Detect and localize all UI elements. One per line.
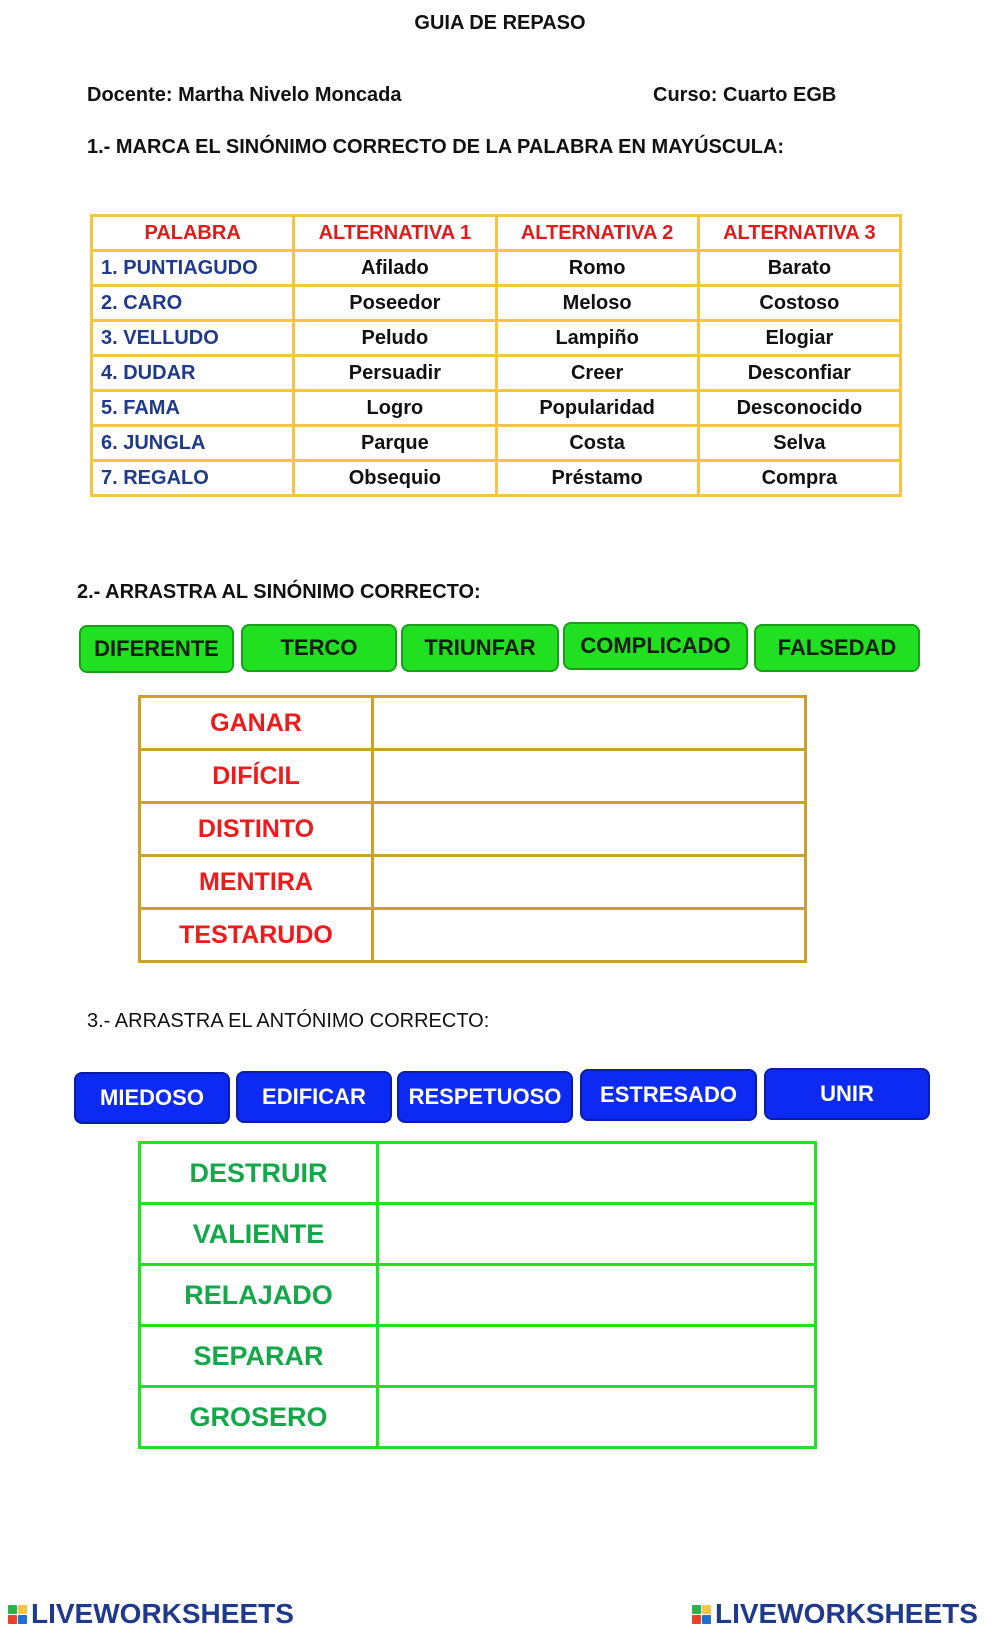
drop-slot[interactable]: [378, 1387, 816, 1448]
table-header-row: [92, 216, 901, 251]
alternative-option[interactable]: Afilado: [294, 251, 496, 286]
liveworksheets-logo-right: [692, 1598, 978, 1630]
alternative-option[interactable]: Desconocido: [698, 391, 900, 426]
alternative-option[interactable]: Costoso: [698, 286, 900, 321]
teacher-name: Docente: Martha Nivelo Moncada: [87, 84, 402, 106]
target-word: TESTARUDO: [140, 909, 373, 962]
drag-chip-unir[interactable]: UNIR: [764, 1068, 930, 1120]
drop-slot[interactable]: [373, 909, 806, 962]
alternative-option[interactable]: Parque: [294, 426, 496, 461]
alternative-option[interactable]: Popularidad: [496, 391, 698, 426]
drop-slot[interactable]: [378, 1265, 816, 1326]
alternative-option[interactable]: Persuadir: [294, 356, 496, 391]
target-word: VALIENTE: [140, 1204, 378, 1265]
drag-chip-respetuoso[interactable]: RESPETUOSO: [397, 1071, 573, 1123]
drag-chip-triunfar[interactable]: TRIUNFAR: [401, 624, 559, 672]
table-row: [92, 356, 901, 391]
drop-slot[interactable]: [378, 1204, 816, 1265]
table-row: [140, 909, 806, 962]
table-row: [140, 1326, 816, 1387]
table-row: [140, 697, 806, 750]
drag-chip-estresado[interactable]: ESTRESADO: [580, 1069, 757, 1121]
header-palabra: PALABRA: [92, 216, 294, 251]
target-word: DESTRUIR: [140, 1143, 378, 1204]
section1-instruction: 1.- MARCA EL SINÓNIMO CORRECTO DE LA PALABRA EN MAYÚSCULA:: [87, 136, 785, 158]
table-row: [92, 251, 901, 286]
alternative-option[interactable]: Meloso: [496, 286, 698, 321]
drop-slot[interactable]: [373, 856, 806, 909]
logo-text: LIVEWORKSHEETS: [31, 1598, 294, 1629]
alternative-option[interactable]: Poseedor: [294, 286, 496, 321]
logo-text: LIVEWORKSHEETS: [715, 1598, 978, 1629]
antonym-drop-table: [138, 1141, 817, 1449]
header-alternativa-2: ALTERNATIVA 2: [496, 216, 698, 251]
alternative-option[interactable]: Lampiño: [496, 321, 698, 356]
drag-chip-diferente[interactable]: DIFERENTE: [79, 625, 234, 673]
table-row: [140, 1265, 816, 1326]
liveworksheets-mark-icon: [8, 1605, 27, 1624]
section2-instruction: 2.- ARRASTRA AL SINÓNIMO CORRECTO:: [77, 581, 481, 603]
alternative-option[interactable]: Selva: [698, 426, 900, 461]
target-word: DISTINTO: [140, 803, 373, 856]
synonym-drop-table: [138, 695, 807, 963]
alternative-option[interactable]: Préstamo: [496, 461, 698, 496]
target-word: GANAR: [140, 697, 373, 750]
row-word: 6. JUNGLA: [92, 426, 294, 461]
table-row: [140, 1204, 816, 1265]
alternative-option[interactable]: Peludo: [294, 321, 496, 356]
liveworksheets-mark-icon: [692, 1605, 711, 1624]
drag-chip-terco[interactable]: TERCO: [241, 624, 397, 672]
drag-chip-falsedad[interactable]: FALSEDAD: [754, 624, 920, 672]
table-row: [92, 286, 901, 321]
table-row: [92, 321, 901, 356]
drag-chip-edificar[interactable]: EDIFICAR: [236, 1071, 392, 1123]
alternative-option[interactable]: Compra: [698, 461, 900, 496]
target-word: SEPARAR: [140, 1326, 378, 1387]
page-title: GUIA DE REPASO: [414, 12, 586, 34]
target-word: DIFÍCIL: [140, 750, 373, 803]
table-row: [140, 803, 806, 856]
alternative-option[interactable]: Logro: [294, 391, 496, 426]
table-row: [140, 1143, 816, 1204]
table-row: [140, 856, 806, 909]
target-word: RELAJADO: [140, 1265, 378, 1326]
table-row: [140, 750, 806, 803]
alternative-option[interactable]: Romo: [496, 251, 698, 286]
drop-slot[interactable]: [378, 1143, 816, 1204]
drop-slot[interactable]: [378, 1326, 816, 1387]
synonym-choice-table: [90, 214, 902, 497]
section3-instruction: 3.- ARRASTRA EL ANTÓNIMO CORRECTO:: [87, 1010, 490, 1032]
table-row: [140, 1387, 816, 1448]
drop-slot[interactable]: [373, 750, 806, 803]
table-row: [92, 461, 901, 496]
row-word: 3. VELLUDO: [92, 321, 294, 356]
alternative-option[interactable]: Obsequio: [294, 461, 496, 496]
row-word: 2. CARO: [92, 286, 294, 321]
alternative-option[interactable]: Barato: [698, 251, 900, 286]
row-word: 1. PUNTIAGUDO: [92, 251, 294, 286]
drag-chip-complicado[interactable]: COMPLICADO: [563, 622, 748, 670]
header-alternativa-1: ALTERNATIVA 1: [294, 216, 496, 251]
table-row: [92, 426, 901, 461]
course-label: Curso: Cuarto EGB: [653, 84, 837, 106]
alternative-option[interactable]: Creer: [496, 356, 698, 391]
table-row: [92, 391, 901, 426]
row-word: 4. DUDAR: [92, 356, 294, 391]
drop-slot[interactable]: [373, 803, 806, 856]
alternative-option[interactable]: Elogiar: [698, 321, 900, 356]
row-word: 7. REGALO: [92, 461, 294, 496]
liveworksheets-logo-left: [8, 1598, 294, 1630]
target-word: GROSERO: [140, 1387, 378, 1448]
target-word: MENTIRA: [140, 856, 373, 909]
drag-chip-miedoso[interactable]: MIEDOSO: [74, 1072, 230, 1124]
header-alternativa-3: ALTERNATIVA 3: [698, 216, 900, 251]
row-word: 5. FAMA: [92, 391, 294, 426]
alternative-option[interactable]: Costa: [496, 426, 698, 461]
alternative-option[interactable]: Desconfiar: [698, 356, 900, 391]
drop-slot[interactable]: [373, 697, 806, 750]
